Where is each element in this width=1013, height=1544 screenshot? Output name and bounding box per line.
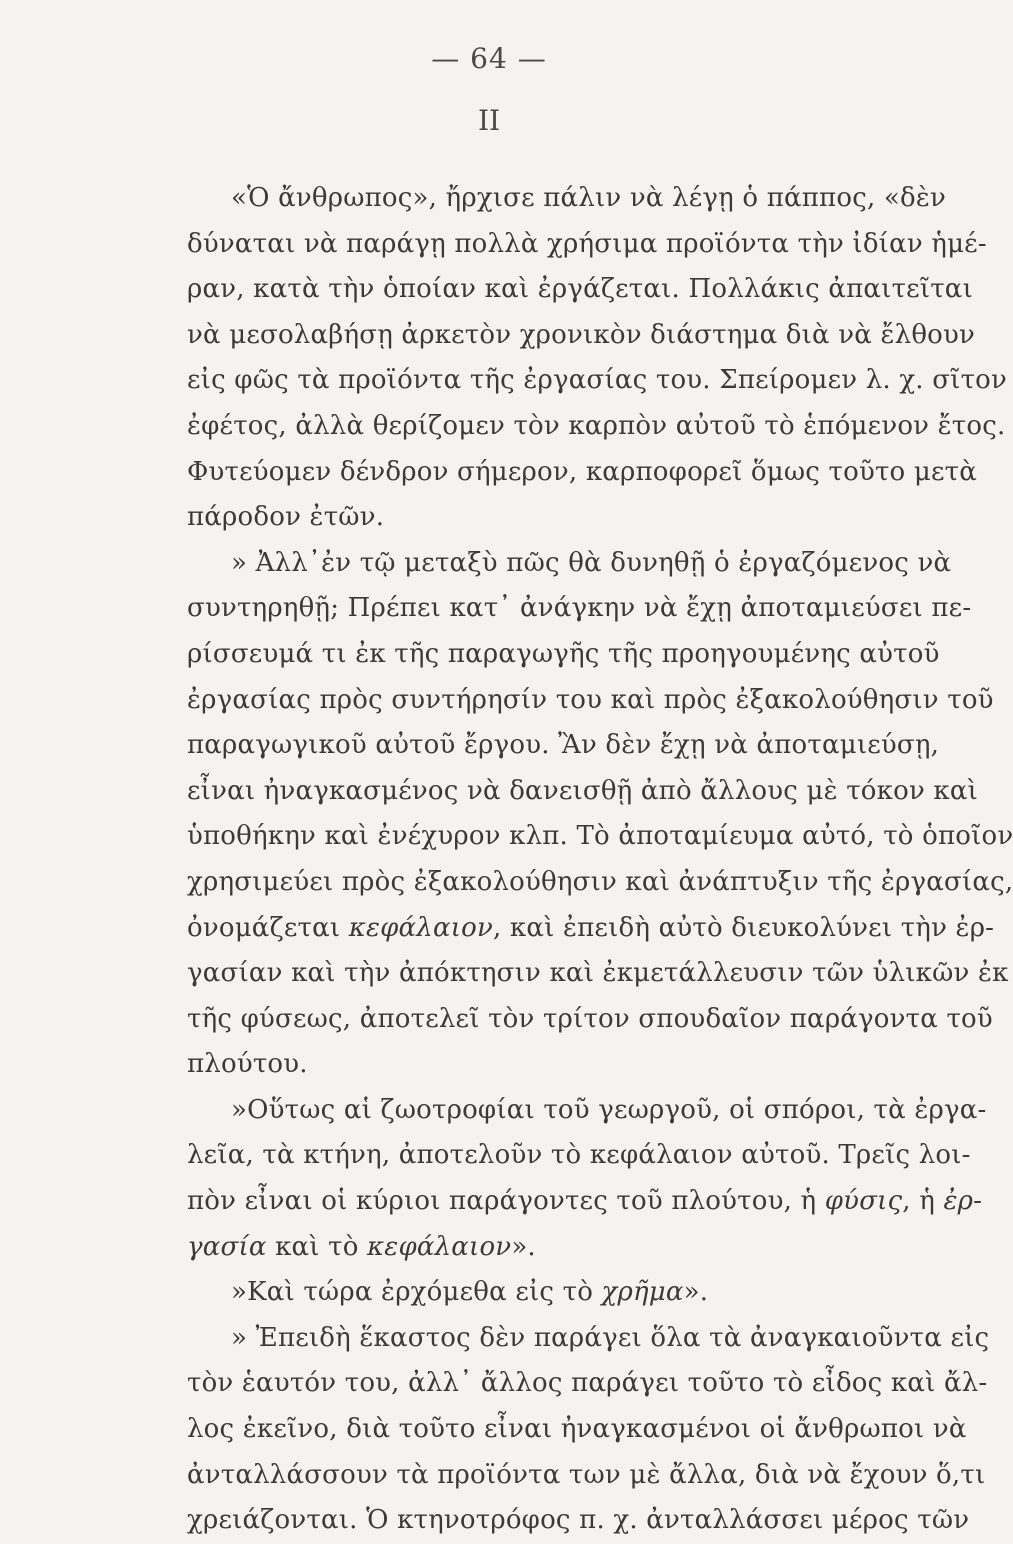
paragraph bbox=[187, 176, 1008, 541]
text-line: «Ὁ ἄνθρωπος», ἤρχισε πάλιν νὰ λέγῃ ὁ πάππος, «δὲν bbox=[231, 183, 946, 213]
paragraph bbox=[187, 1316, 990, 1544]
text-line: ραν, κατὰ τὴν ὁποίαν καὶ ἐργάζεται. Πολλάκις ἀπαιτεῖται bbox=[187, 274, 973, 305]
text-line: »Καὶ τώρα ἐρχόμεθα εἰς τὸ χρῆμα». bbox=[231, 1277, 709, 1308]
paragraph bbox=[187, 1088, 987, 1270]
text-line: ρίσσευμά τι ἐκ τῆς παραγωγῆς τῆς προηγουμένης αὐτοῦ bbox=[187, 638, 940, 669]
text-line: χρειάζονται. Ὁ κτηνοτρόφος π. χ. ἀνταλλάσσει μέρος τῶν bbox=[187, 1505, 970, 1536]
text-line: λεῖα, τὰ κτήνη, ἀποτελοῦν τὸ κεφάλαιον αὐτοῦ. Τρεῖς λοι- bbox=[187, 1140, 971, 1171]
text-line: συντηρηθῇ; Πρέπει κατ᾽ ἀνάγκην νὰ ἔχῃ ἀποταμιεύσει πε- bbox=[187, 593, 972, 624]
text-line: » Ἐπειδὴ ἕκαστος δὲν παράγει ὅλα τὰ ἀναγκαιοῦντα εἰς bbox=[231, 1322, 990, 1353]
page-number: — 64 — bbox=[431, 42, 547, 75]
text-line: ὑποθήκην καὶ ἐνέχυρον κλπ. Τὸ ἀποταμίευμα αὐτό, τὸ ὁποῖον bbox=[187, 821, 1013, 852]
body-text bbox=[187, 176, 1013, 1544]
text-line: λος ἐκεῖνο, διὰ τοῦτο εἶναι ἠναγκασμένοι οἱ ἄνθρωποι νὰ bbox=[187, 1414, 967, 1445]
text-line: πάροδον ἐτῶν. bbox=[187, 502, 385, 533]
paragraph bbox=[187, 541, 1013, 1088]
text-line: νὰ μεσολαβήσῃ ἀρκετὸν χρονικὸν διάστημα διὰ νὰ ἔλθουν bbox=[187, 319, 976, 350]
chapter-heading: II bbox=[477, 104, 501, 137]
text-line: ἐργασίας πρὸς συντήρησίν του καὶ πρὸς ἐξακολούθησιν τοῦ bbox=[187, 684, 994, 715]
text-line: τὸν ἑαυτόν του, ἀλλ᾽ ἄλλος παράγει τοῦτο τὸ εἶδος καὶ ἄλ- bbox=[187, 1368, 988, 1399]
text-line: ἀνταλλάσσουν τὰ προϊόντα των μὲ ἄλλα, διὰ νὰ ἔχουν ὅ,τι bbox=[187, 1459, 986, 1490]
text-line: »Οὕτως αἱ ζωοτροφίαι τοῦ γεωργοῦ, οἱ σπόροι, τὰ ἐργα- bbox=[231, 1094, 987, 1125]
text-line: » Ἀλλ᾽ἐν τῷ μεταξὺ πῶς θὰ δυνηθῇ ὁ ἐργαζόμενος νὰ bbox=[231, 547, 952, 578]
text-line: δύναται νὰ παράγῃ πολλὰ χρήσιμα προϊόντα τὴν ἰδίαν ἡμέ- bbox=[187, 228, 987, 259]
text-line: γασία καὶ τὸ κεφάλαιον». bbox=[187, 1231, 536, 1262]
text-line: γασίαν καὶ τὴν ἀπόκτησιν καὶ ἐκμετάλλευσιν τῶν ὑλικῶν ἐκ bbox=[187, 958, 1009, 989]
text-line: πὸν εἶναι οἱ κύριοι παράγοντες τοῦ πλούτου, ἡ φύσις, ἡ ἐρ- bbox=[187, 1186, 983, 1217]
text-line: ἐφέτος, ἀλλὰ θερίζομεν τὸν καρπὸν αὐτοῦ τὸ ἑπόμενον ἔτος. bbox=[187, 410, 1006, 441]
text-line: ὀνομάζεται κεφάλαιον, καὶ ἐπειδὴ αὐτὸ διευκολύνει τὴν ἐρ- bbox=[187, 912, 995, 943]
text-line: παραγωγικοῦ αὐτοῦ ἔργου. Ἂν δὲν ἔχῃ νὰ ἀποταμιεύσῃ, bbox=[187, 730, 940, 761]
text-line: πλούτου. bbox=[187, 1049, 308, 1080]
text-line: εἰς φῶς τὰ προϊόντα τῆς ἐργασίας του. Σπείρομεν λ. χ. σῖτον bbox=[187, 365, 1008, 396]
text-line: εἶναι ἠναγκασμένος νὰ δανεισθῇ ἀπὸ ἄλλους μὲ τόκον καὶ bbox=[187, 775, 979, 806]
text-line: χρησιμεύει πρὸς ἐξακολούθησιν καὶ ἀνάπτυξιν τῆς ἐργασίας, bbox=[187, 866, 1013, 897]
text-line: Φυτεύομεν δένδρον σήμερον, καρποφορεῖ ὅμως τοῦτο μετὰ bbox=[187, 456, 977, 487]
text-line: τῆς φύσεως, ἀποτελεῖ τὸν τρίτον σπουδαῖον παράγοντα τοῦ bbox=[187, 1003, 993, 1034]
paragraph bbox=[187, 1270, 935, 1316]
